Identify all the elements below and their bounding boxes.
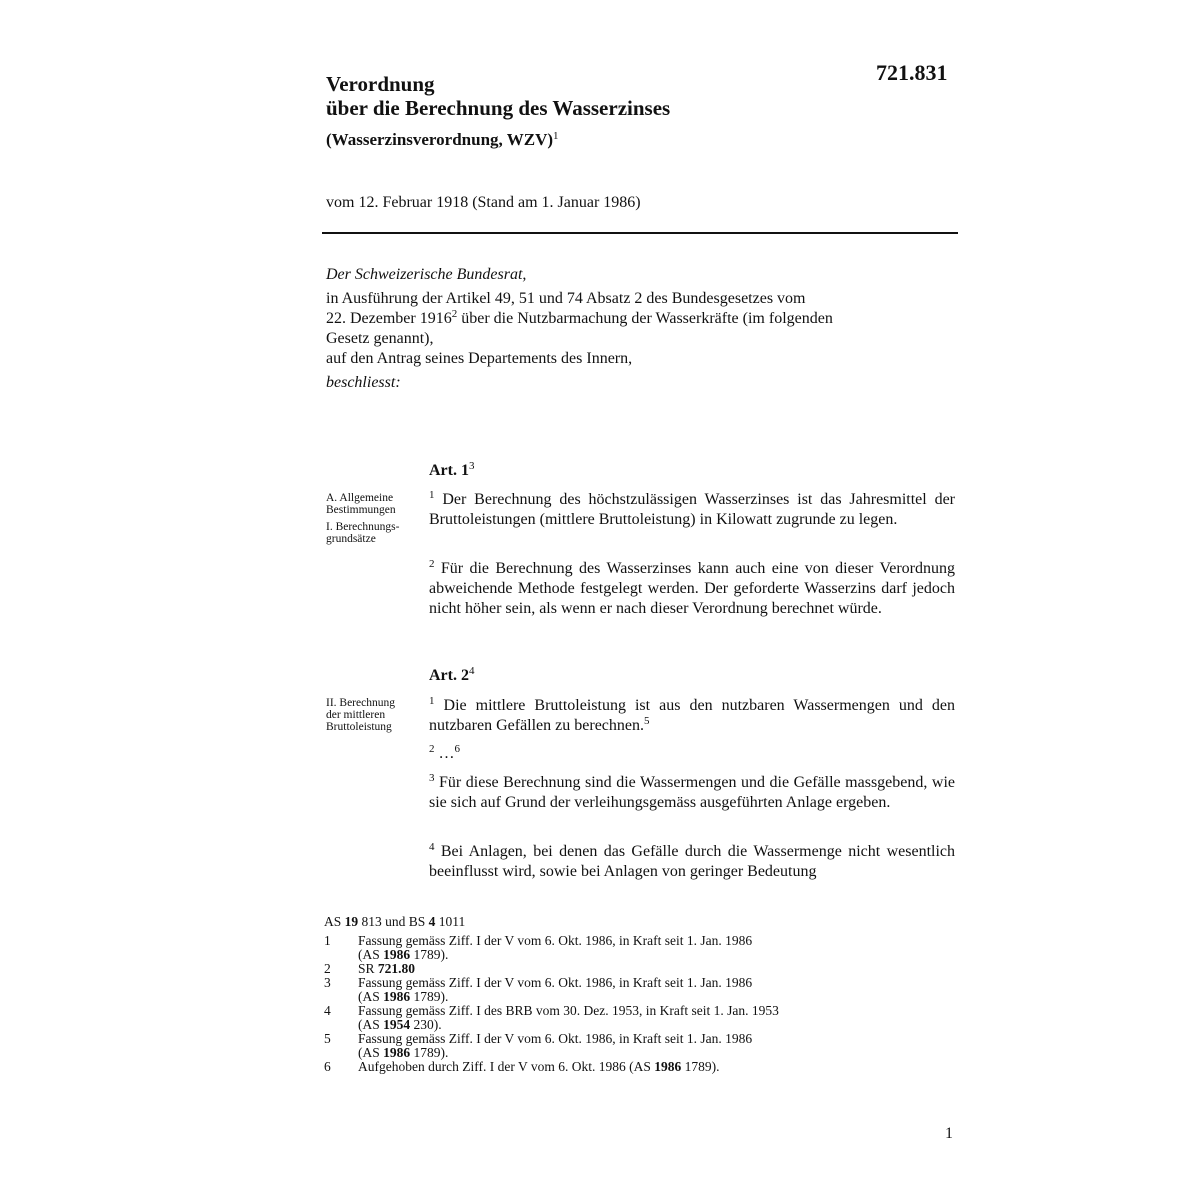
footnote-number: 4 bbox=[324, 1003, 331, 1018]
source-volume: 4 bbox=[428, 914, 436, 929]
footnote-text: (AS bbox=[358, 989, 384, 1004]
margin-note-line: Bestimmungen bbox=[326, 504, 396, 516]
footnote-number: 1 bbox=[324, 933, 331, 948]
footnote-item bbox=[324, 1060, 944, 1074]
footnote-text: 230). bbox=[410, 1017, 442, 1032]
article-1-paragraph-1 bbox=[429, 490, 955, 530]
article-2-paragraph-1 bbox=[429, 696, 955, 736]
article-2-heading bbox=[429, 667, 474, 685]
footnote-number: 2 bbox=[324, 961, 331, 976]
footnote-ref-1[interactable]: 1 bbox=[553, 130, 559, 142]
page-number: 1 bbox=[945, 1125, 953, 1142]
preamble-line-2 bbox=[326, 309, 946, 329]
source-volume: 19 bbox=[344, 914, 359, 929]
source-text: AS bbox=[324, 914, 345, 929]
preamble-line-1: in Ausführung der Artikel 49, 51 und 74 Absatz 2 des Bundesgesetzes vom bbox=[326, 290, 806, 307]
footnote-item bbox=[324, 1004, 944, 1032]
footnote-item bbox=[324, 1032, 944, 1060]
footnote-text: Fassung gemäss Ziff. I der V vom 6. Okt. 1986, in Kraft seit 1. Jan. 1986 bbox=[358, 933, 753, 948]
preamble-decision: beschliesst: bbox=[326, 374, 401, 391]
article-1-heading bbox=[429, 462, 474, 480]
page-title bbox=[326, 72, 670, 120]
margin-note-line: II. Berechnung bbox=[326, 697, 395, 709]
paragraph-number: 1 bbox=[429, 489, 435, 501]
document-number: 721.831 bbox=[876, 60, 948, 85]
footnote-item bbox=[324, 962, 944, 976]
article-2-paragraph-4 bbox=[429, 842, 955, 882]
title-line-2: über die Berechnung des Wasserzinses bbox=[326, 96, 671, 120]
paragraph-text: Bei Anlagen, bei denen das Gefälle durch die Wassermenge nicht wesentlich beeinflusst wird, sowie bei Anlagen von geringer Bedeutung bbox=[429, 843, 955, 880]
footnote-text: (AS bbox=[358, 1045, 384, 1060]
paragraph-text: Die mittlere Bruttoleistung ist aus den nutzbaren Wassermengen und den nutzbaren Gefällen zu berechnen. bbox=[429, 697, 955, 734]
footnote-number: 6 bbox=[324, 1059, 331, 1074]
footnote-number: 3 bbox=[324, 975, 331, 990]
footnote-text: 1789). bbox=[410, 1045, 449, 1060]
footnotes bbox=[324, 915, 944, 1074]
footnote-text: (AS bbox=[358, 947, 384, 962]
footnote-ref-4[interactable]: 4 bbox=[468, 665, 475, 677]
paragraph-text: … bbox=[434, 745, 455, 762]
footnote-text: 1789). bbox=[681, 1059, 720, 1074]
margin-note-line: der mittleren bbox=[326, 709, 386, 721]
source-text: 1011 bbox=[435, 914, 466, 929]
footnote-year: 1986 bbox=[383, 947, 411, 962]
article-2-paragraph-2 bbox=[429, 744, 955, 764]
paragraph-number: 4 bbox=[429, 841, 435, 853]
footnote-item bbox=[324, 976, 944, 1004]
footnote-text: Fassung gemäss Ziff. I der V vom 6. Okt. 1986, in Kraft seit 1. Jan. 1986 bbox=[358, 1031, 753, 1046]
footnote-text: 1789). bbox=[410, 947, 449, 962]
footnote-text: Aufgehoben durch Ziff. I der V vom 6. Okt. 1986 (AS bbox=[358, 1059, 655, 1074]
preamble-line-4: auf den Antrag seines Departements des Innern, bbox=[326, 350, 633, 367]
footnote-ref-6[interactable]: 6 bbox=[454, 743, 460, 755]
header-divider bbox=[322, 232, 958, 234]
margin-note-line: grundsätze bbox=[326, 533, 376, 545]
paragraph-text: Für die Berechnung des Wasserzinses kann auch eine von dieser Verordnung abweichende Methode festgelegt werden. Der geforderte Wasserzins darf jedoch nicht höher sein, als wenn er nach dieser Verordnung berechnet würde. bbox=[429, 560, 955, 617]
footnote-text: 1789). bbox=[410, 989, 449, 1004]
footnote-text: (AS bbox=[358, 1017, 384, 1032]
footnote-ref-3[interactable]: 3 bbox=[468, 460, 475, 472]
source-text: 813 und BS bbox=[358, 914, 429, 929]
footnote-year: 1986 bbox=[383, 1045, 411, 1060]
preamble bbox=[326, 265, 946, 393]
footnote-text: Fassung gemäss Ziff. I des BRB vom 30. Dez. 1953, in Kraft seit 1. Jan. 1953 bbox=[358, 1003, 779, 1018]
footnote-ref-5[interactable]: 5 bbox=[644, 715, 650, 727]
subtitle-text: (Wasserzinsverordnung, WZV) bbox=[326, 130, 554, 149]
margin-note-line: A. Allgemeine bbox=[326, 492, 394, 504]
article-2-title: Art. 2 bbox=[429, 667, 469, 684]
footnote-item bbox=[324, 934, 944, 962]
paragraph-number: 2 bbox=[429, 558, 435, 570]
article-2-margin-note bbox=[326, 697, 416, 733]
paragraph-text: Für diese Berechnung sind die Wassermengen und die Gefälle massgebend, wie sie sich auf Grund der verleihungsgemäss ausgeführten Anlage ergeben. bbox=[429, 774, 955, 811]
article-2-paragraph-3 bbox=[429, 773, 955, 813]
footnote-text: Fassung gemäss Ziff. I der V vom 6. Okt. 1986, in Kraft seit 1. Jan. 1986 bbox=[358, 975, 753, 990]
preamble-line-2a: 22. Dezember 1916 bbox=[326, 310, 452, 327]
paragraph-text: Der Berechnung des höchstzulässigen Wasserzinses ist das Jahresmittel der Bruttoleistungen (mittlere Bruttoleistung) in Kilowatt zugrunde zu legen. bbox=[429, 491, 955, 528]
footnote-year: 1954 bbox=[383, 1017, 411, 1032]
footnote-sr-number: 721.80 bbox=[377, 961, 416, 976]
paragraph-number: 1 bbox=[429, 695, 435, 707]
preamble-authority: Der Schweizerische Bundesrat, bbox=[326, 266, 527, 283]
title-line-1: Verordnung bbox=[326, 72, 435, 96]
footnote-year: 1986 bbox=[654, 1059, 682, 1074]
preamble-line-3: Gesetz genannt), bbox=[326, 330, 434, 347]
footnote-ref-2[interactable]: 2 bbox=[451, 308, 458, 320]
preamble-line-2b: über die Nutzbarmachung der Wasserkräfte (im folgenden bbox=[457, 310, 833, 327]
footnote-text: SR bbox=[358, 961, 378, 976]
margin-note-line: Bruttoleistung bbox=[326, 721, 392, 733]
footnote-year: 1986 bbox=[383, 989, 411, 1004]
subtitle bbox=[326, 130, 559, 150]
paragraph-number: 2 bbox=[429, 743, 435, 755]
footnote-number: 5 bbox=[324, 1031, 331, 1046]
document-date: vom 12. Februar 1918 (Stand am 1. Januar 1986) bbox=[326, 194, 641, 211]
article-1-paragraph-2 bbox=[429, 559, 955, 619]
margin-note-line: I. Berechnungs- bbox=[326, 521, 400, 533]
article-1-margin-note bbox=[326, 492, 416, 545]
source-reference bbox=[324, 915, 944, 929]
article-1-title: Art. 1 bbox=[429, 462, 469, 479]
paragraph-number: 3 bbox=[429, 772, 435, 784]
